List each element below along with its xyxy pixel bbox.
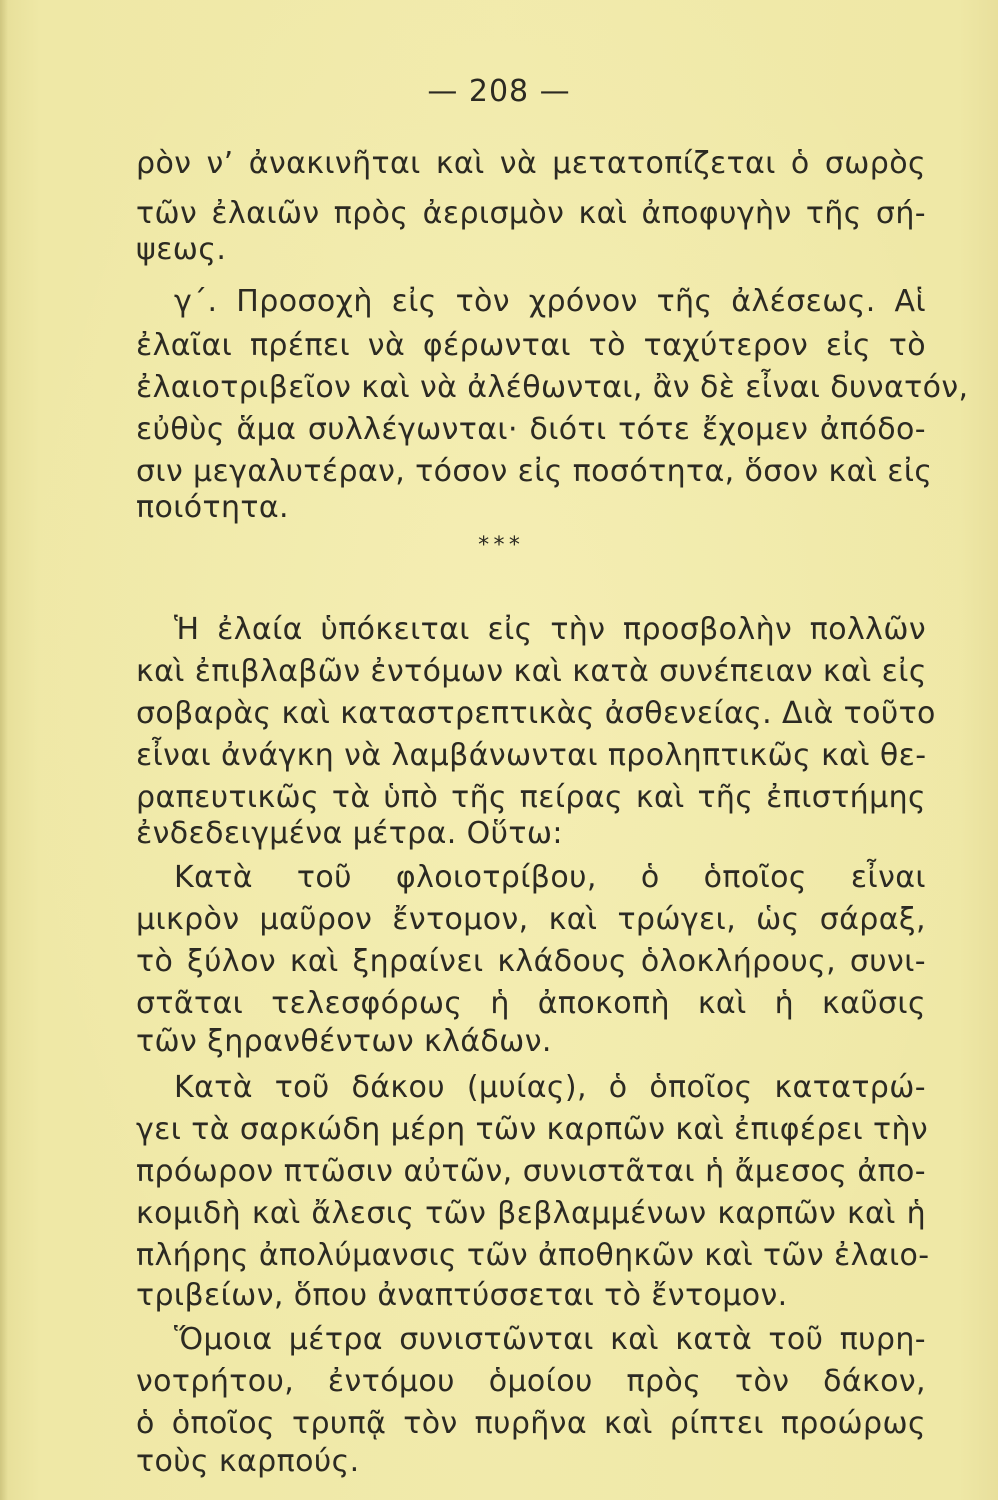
text-line: Ἡ ἐλαία ὑπόκειται εἰς τὴν προσβολὴν πολλῶν: [174, 612, 926, 647]
text-line: σιν μεγαλυτέραν, τόσον εἰς ποσότητα, ὅσον καὶ εἰς: [136, 454, 933, 489]
text-line: Κατὰ τοῦ δάκου (μυίας), ὁ ὁποῖος κατατρώ-: [174, 1070, 926, 1105]
text-line: στᾶται τελεσφόρως ἡ ἀποκοπὴ καὶ ἡ καῦσις: [136, 986, 926, 1021]
text-line: γ΄. Προσοχὴ εἰς τὸν χρόνον τῆς ἀλέσεως. Αἱ: [174, 284, 926, 319]
section-ornament: * * *: [478, 533, 520, 558]
text-line: Ὅμοια μέτρα συνιστῶνται καὶ κατὰ τοῦ πυρη-: [174, 1322, 926, 1357]
text-line: καὶ ἐπιβλαβῶν ἐντόμων καὶ κατὰ συνέπειαν καὶ εἰς: [136, 654, 927, 689]
text-line: ποιότητα.: [136, 490, 289, 525]
text-line: πρόωρον πτῶσιν αὐτῶν, συνιστᾶται ἡ ἄμεσος ἀπο-: [136, 1154, 926, 1189]
text-line: εὐθὺς ἅμα συλλέγωνται· διότι τότε ἔχομεν ἀπόδο-: [136, 412, 926, 447]
text-line: ὁ ὁποῖος τρυπᾷ τὸν πυρῆνα καὶ ρίπτει προώρως: [136, 1406, 926, 1441]
text-line: γει τὰ σαρκώδη μέρη τῶν καρπῶν καὶ ἐπιφέρει τὴν: [136, 1112, 929, 1147]
text-line: νοτρήτου, ἐντόμου ὁμοίου πρὸς τὸν δάκον,: [136, 1364, 926, 1399]
text-line: σοβαρὰς καὶ καταστρεπτικὰς ἀσθενείας. Διὰ τοῦτο: [136, 696, 936, 731]
text-line: ἐνδεδειγμένα μέτρα. Οὕτω:: [136, 816, 563, 851]
page-spine-shadow: [0, 0, 8, 1500]
text-line: τοὺς καρπούς.: [136, 1444, 360, 1479]
text-line: ἐλαῖαι πρέπει νὰ φέρωνται τὸ ταχύτερον εἰς τὸ: [136, 328, 926, 363]
text-line: μικρὸν μαῦρον ἔντομον, καὶ τρώγει, ὡς σάραξ,: [136, 902, 926, 937]
text-line: κομιδὴ καὶ ἄλεσις τῶν βεβλαμμένων καρπῶν καὶ ἡ: [136, 1196, 926, 1231]
text-line: ραπευτικῶς τὰ ὑπὸ τῆς πείρας καὶ τῆς ἐπιστήμης: [136, 780, 926, 815]
text-line: ψεως.: [136, 232, 227, 267]
text-line: τῶν ξηρανθέντων κλάδων.: [136, 1024, 552, 1059]
text-line: τριβείων, ὅπου ἀναπτύσσεται τὸ ἔντομον.: [136, 1278, 788, 1313]
text-line: τῶν ἐλαιῶν πρὸς ἀερισμὸν καὶ ἀποφυγὴν τῆς σή-: [136, 196, 926, 231]
text-line: ρὸν ν’ ἀνακινῆται καὶ νὰ μετατοπίζεται ὁ σωρὸς: [136, 146, 926, 181]
text-line: πλήρης ἀπολύμανσις τῶν ἀποθηκῶν καὶ τῶν ἐλαιο-: [136, 1238, 930, 1273]
text-line: ἐλαιοτριβεῖον καὶ νὰ ἀλέθωνται, ἂν δὲ εἶναι δυνατόν,: [136, 370, 969, 405]
text-line: Κατὰ τοῦ φλοιοτρίβου, ὁ ὁποῖος εἶναι: [174, 860, 926, 895]
text-line: τὸ ξύλον καὶ ξηραίνει κλάδους ὁλοκλήρους, συνι-: [136, 944, 926, 979]
text-line: εἶναι ἀνάγκη νὰ λαμβάνωνται προληπτικῶς καὶ θε-: [136, 738, 927, 773]
page-number: — 208 —: [427, 74, 571, 109]
